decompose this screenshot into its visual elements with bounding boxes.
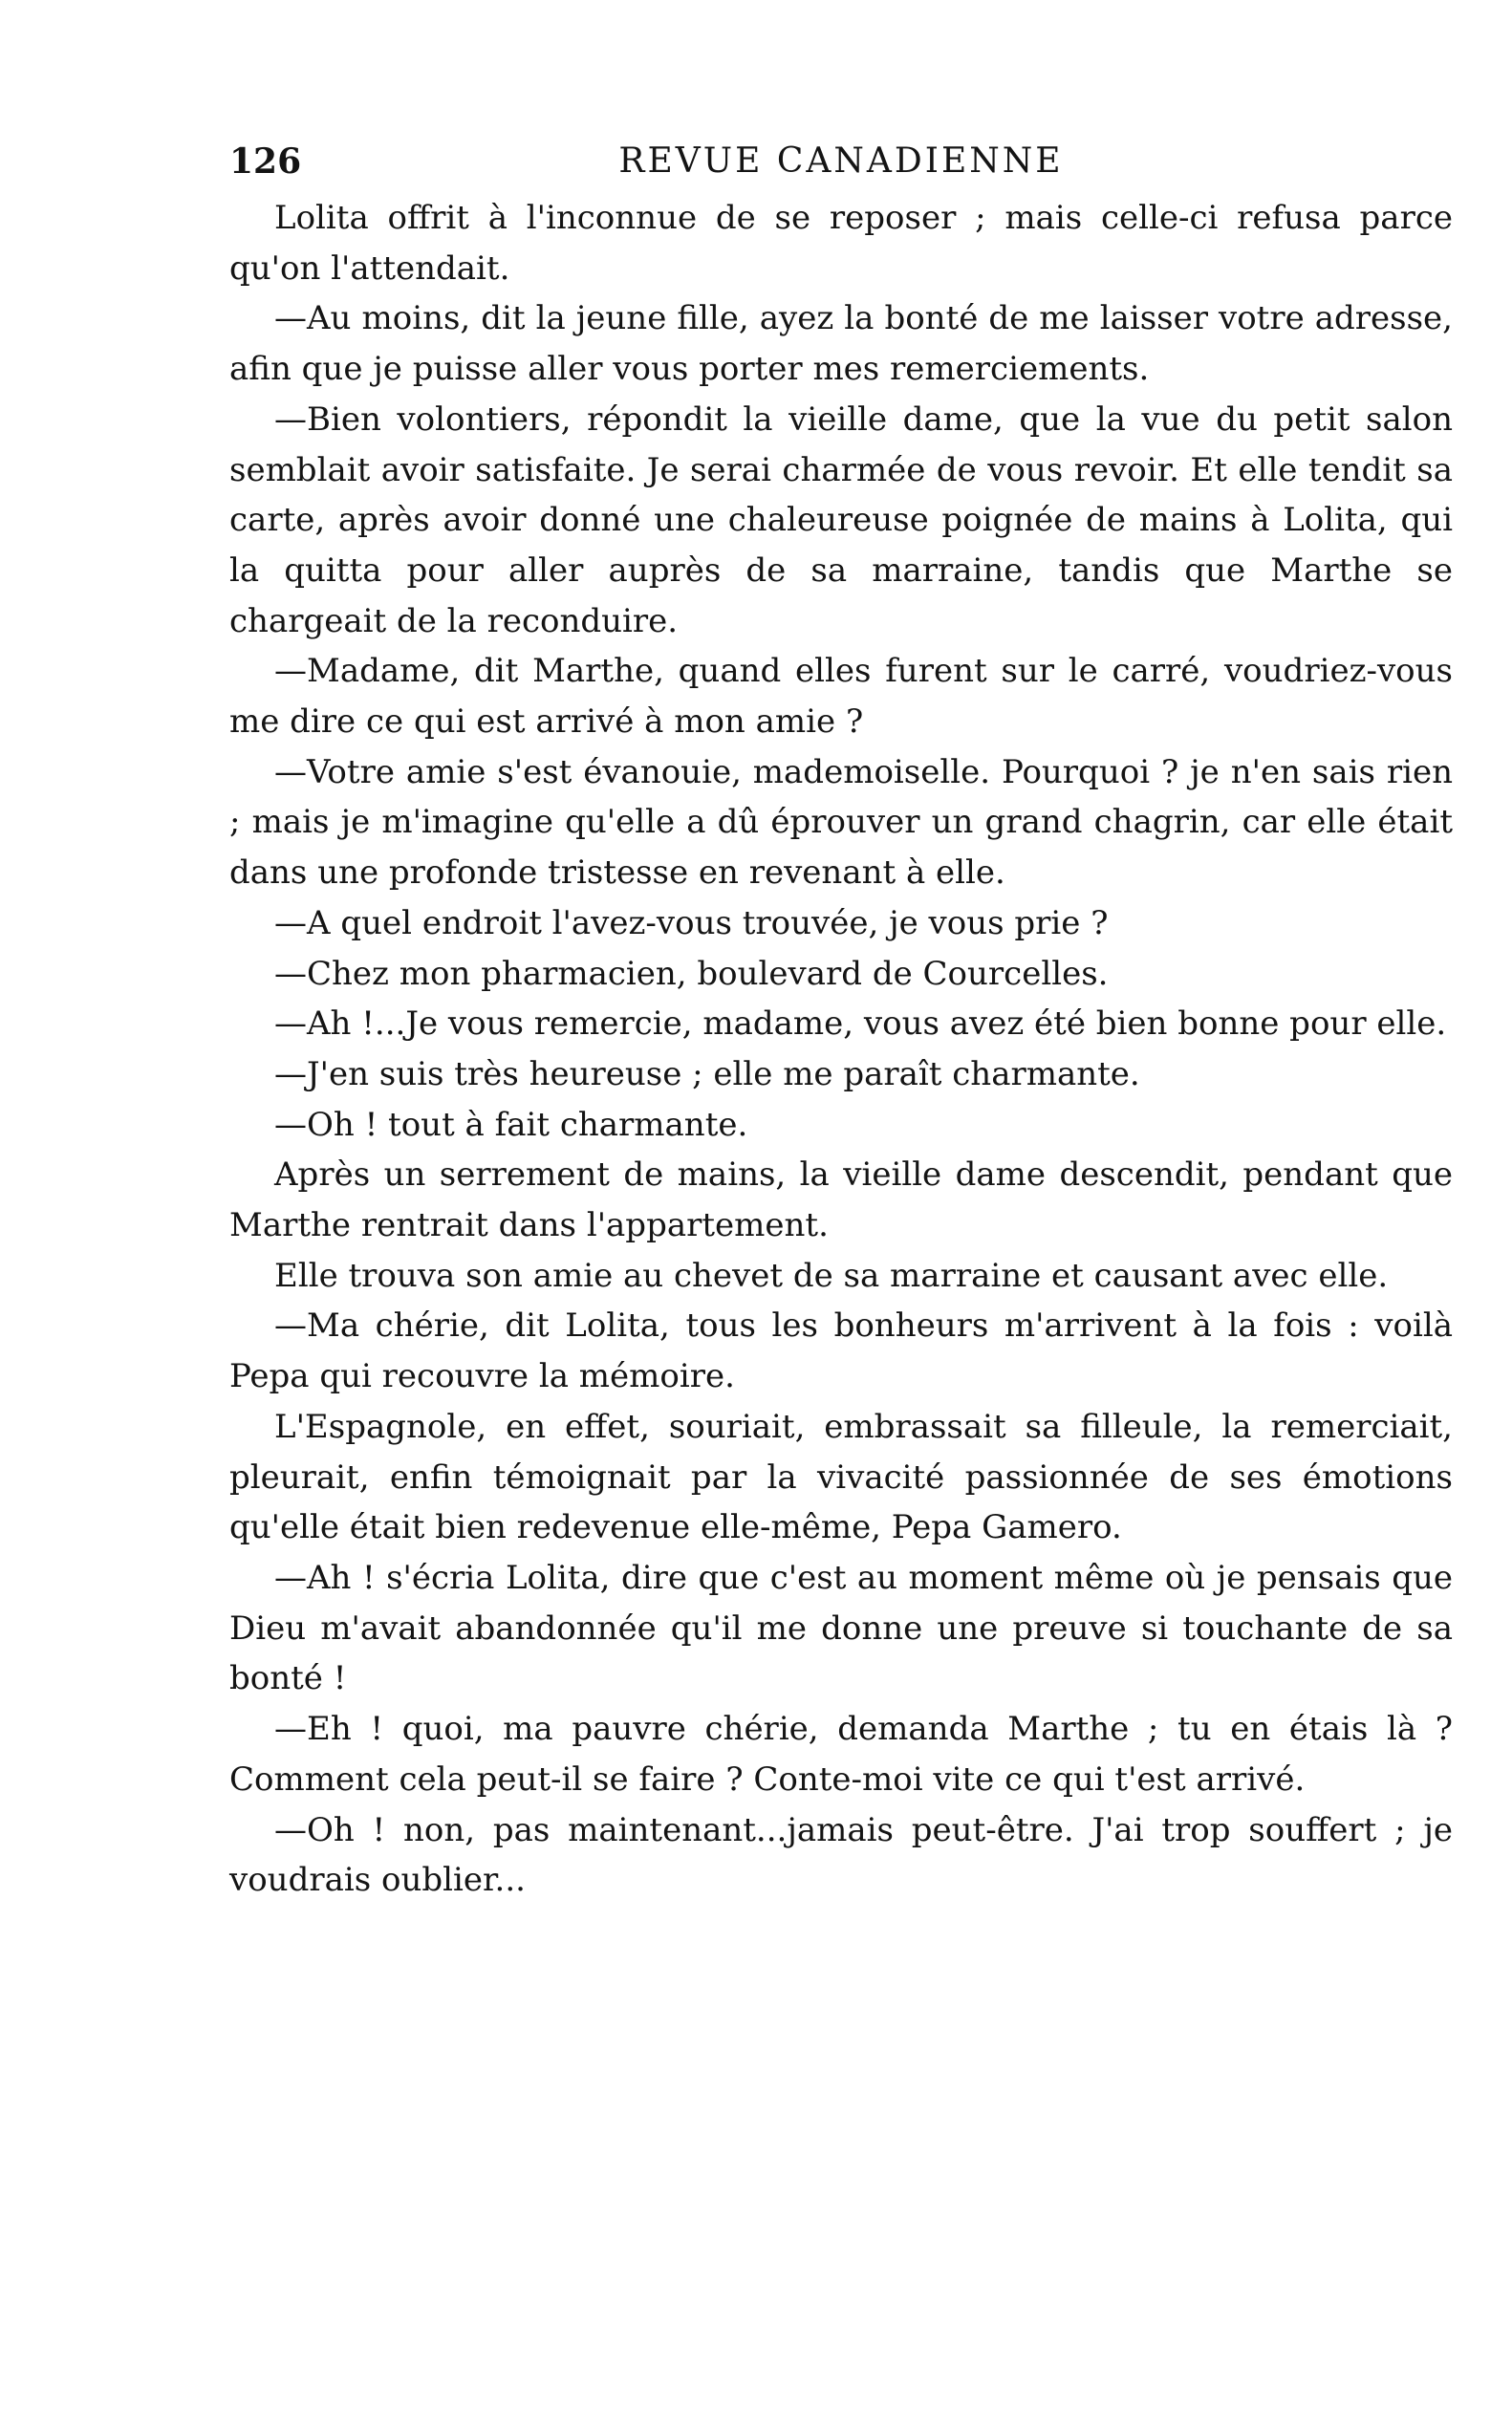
- paragraph: —Ah !...Je vous remercie, madame, vous avez été bien bonne pour elle.: [274, 1004, 1447, 1044]
- paragraph: —Eh ! quoi, ma pauvre chérie, demanda Marthe ; tu en étais là ? Comment cela peut-il se faire ? Conte-moi vite ce qui t'est arrivé.: [229, 1710, 1453, 1799]
- paragraph: —Bien volontiers, répondit la vieille dame, que la vue du petit salon semblait avoir satisfaite. Je serai charmée de vous revoir. Et elle tendit sa carte, après avoir donné une chaleureuse poignée de mains à Lolita, qui la quitta pour aller auprès de sa marraine, tandis que Marthe se chargeait de la reconduire.: [229, 399, 1453, 640]
- paragraph: —Oh ! tout à fait charmante.: [274, 1105, 748, 1144]
- body-text: [229, 193, 1453, 1906]
- paragraph: —Ah ! s'écria Lolita, dire que c'est au moment même où je pensais que Dieu m'avait abandonnée qu'il me donne une preuve si touchante de sa bonté !: [229, 1558, 1453, 1698]
- paragraph: —Au moins, dit la jeune fille, ayez la bonté de me laisser votre adresse, afin que je puisse aller vous porter mes remerciements.: [229, 299, 1453, 389]
- paragraph: —A quel endroit l'avez-vous trouvée, je vous prie ?: [274, 903, 1109, 942]
- paragraph: —Madame, dit Marthe, quand elles furent sur le carré, voudriez-vous me dire ce qui est arrivé à mon amie ?: [229, 652, 1453, 742]
- document-page: [229, 130, 1453, 1906]
- paragraph: —Chez mon pharmacien, boulevard de Courcelles.: [274, 954, 1109, 993]
- paragraph: —Votre amie s'est évanouie, mademoiselle. Pourquoi ? je n'en sais rien ; mais je m'imagine qu'elle a dû éprouver un grand chagrin, car elle était dans une profonde tristesse en revenant à elle.: [229, 752, 1453, 893]
- paragraph: —Ma chérie, dit Lolita, tous les bonheurs m'arrivent à la fois : voilà Pepa qui recouvre la mémoire.: [229, 1306, 1453, 1396]
- paragraph: Après un serrement de mains, la vieille dame descendit, pendant que Marthe rentrait dans l'appartement.: [229, 1155, 1453, 1245]
- paragraph: L'Espagnole, en effet, souriait, embrassait sa filleule, la remerciait, pleurait, enfin témoignait par la vivacité passionnée de ses émotions qu'elle était bien redevenue elle-même, Pepa Gamero.: [229, 1407, 1453, 1547]
- paragraph: —J'en suis très heureuse ; elle me paraît charmante.: [274, 1054, 1140, 1093]
- paragraph: Elle trouva son amie au chevet de sa marraine et causant avec elle.: [274, 1256, 1389, 1295]
- paragraph: Lolita offrit à l'inconnue de se reposer ; mais celle-ci refusa parce qu'on l'attendait.: [229, 199, 1453, 288]
- paragraph: —Oh ! non, pas maintenant...jamais peut-être. J'ai trop souffert ; je voudrais oublier...: [229, 1810, 1453, 1900]
- page-number: 126: [229, 141, 302, 182]
- running-title: REVUE CANADIENNE: [618, 141, 1064, 181]
- page-header: [229, 130, 1453, 193]
